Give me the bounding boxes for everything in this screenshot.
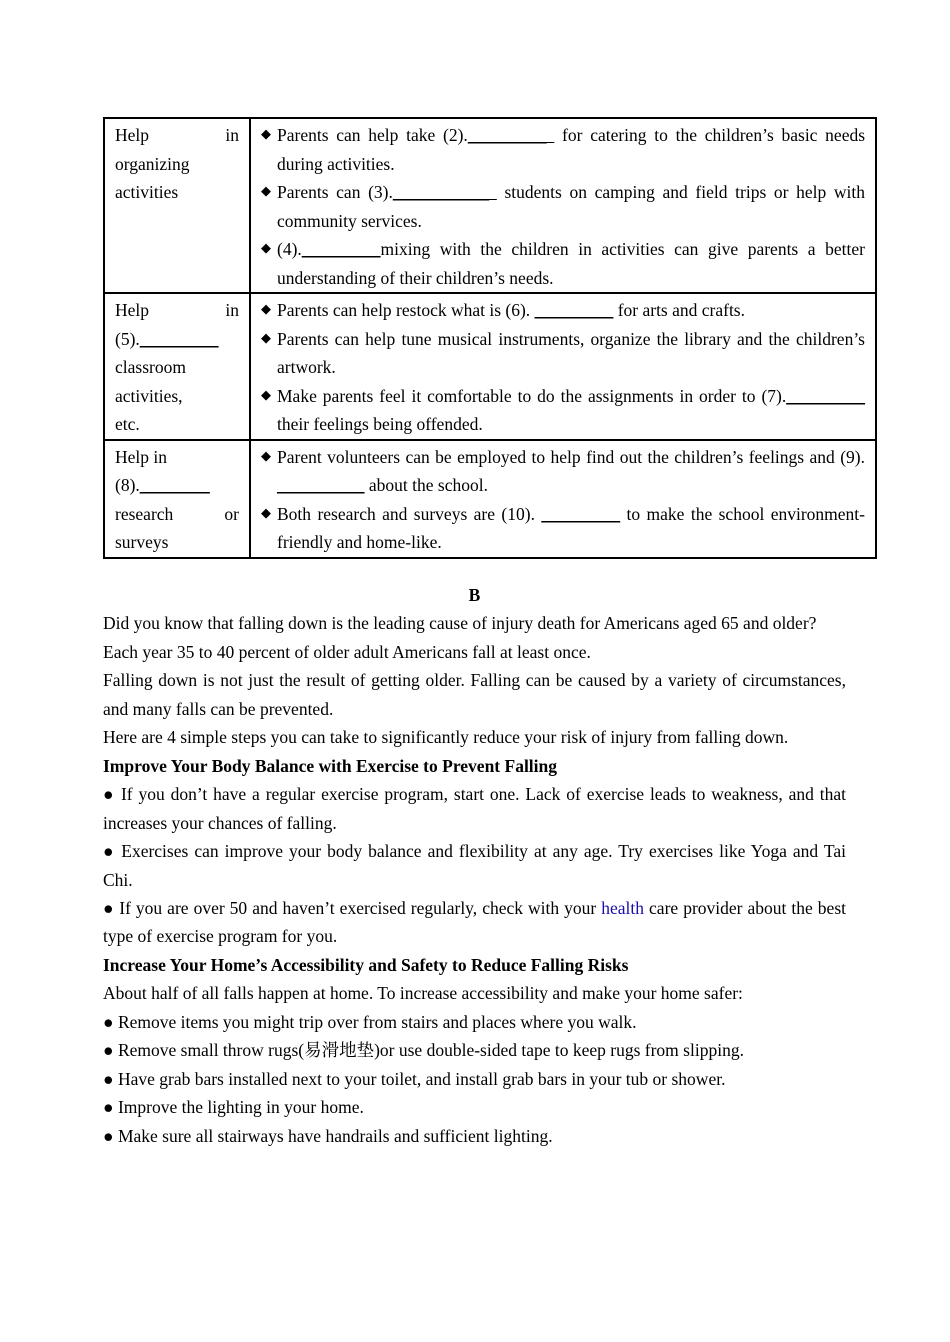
paragraph: About half of all falls happen at home. To increase accessibility and make your home safer: [103, 983, 743, 1004]
category-line: activities, [115, 385, 183, 406]
category-line [115, 471, 239, 500]
row-category [104, 440, 250, 558]
diamond-bullet-icon: ◆ [261, 387, 271, 403]
bullet-text: their feelings being offended. [277, 414, 483, 434]
list-item [261, 235, 865, 292]
bullet-text: mixing with the children in activities can give parents a better understanding of their children’s needs. [277, 239, 865, 288]
paragraph: Each year 35 to 40 percent of older adult Americans fall at least once. [103, 641, 591, 662]
answer-blank[interactable]: _________ [534, 300, 614, 320]
diamond-bullet-icon: ◆ [261, 505, 271, 521]
category-line: etc. [115, 414, 140, 434]
list-item: ● Remove items you might trip over from stairs and places where you walk. [103, 1011, 637, 1032]
answer-blank[interactable]: ___________ [392, 182, 497, 202]
bullet-text: Parents can (3). [277, 182, 393, 202]
category-line: surveys [115, 532, 169, 552]
list-item: ● Have grab bars installed next to your toilet, and install grab bars in your tub or shower. [103, 1068, 726, 1089]
category-line: research or [115, 503, 239, 524]
bullet-text: ● If you are over 50 and haven’t exercised regularly, check with your [103, 897, 602, 918]
answer-blank[interactable]: _________ [541, 503, 621, 524]
table-row [104, 118, 876, 293]
list-item [261, 121, 865, 178]
subheading: Improve Your Body Balance with Exercise to Prevent Falling [103, 755, 558, 776]
row-content [250, 440, 876, 558]
table-row [104, 440, 876, 558]
answer-blank[interactable]: ________ [139, 475, 210, 495]
bullet-text: for catering to the children’s basic needs during activities. [277, 125, 866, 174]
list-item [261, 296, 865, 325]
answer-blank[interactable]: _________ [786, 385, 865, 406]
section-title: B [468, 585, 481, 605]
category-number: (8). [115, 475, 140, 495]
category-line: activities [115, 182, 179, 202]
category-line: Help in [115, 125, 239, 145]
list-item [261, 382, 865, 439]
row-category [104, 293, 250, 440]
diamond-bullet-icon: ◆ [261, 241, 271, 256]
answer-blank[interactable]: __________ [277, 475, 365, 495]
answer-blank[interactable]: _________ [467, 125, 555, 145]
subheading: Increase Your Home’s Accessibility and Safety to Reduce Falling Risks [103, 954, 629, 975]
answer-blank[interactable]: _________ [139, 328, 219, 349]
list-item: ● Remove small throw rugs(易滑地垫)or use double-sided tape to keep rugs from slipping. [103, 1040, 744, 1061]
bullet-text: to make the school environment-friendly and home-like. [277, 503, 865, 552]
category-line: Help in [115, 300, 239, 320]
bullet-text: Parents can help take (2). [277, 125, 468, 145]
diamond-bullet-icon: ◆ [261, 448, 271, 464]
diamond-bullet-icon: ◆ [261, 302, 271, 317]
list-item [261, 325, 865, 382]
list-item: ● If you don’t have a regular exercise program, start one. Lack of exercise leads to weakness, and that increases your chances of falling. [103, 784, 846, 833]
info-table [103, 117, 877, 559]
category-number: (5). [115, 328, 140, 349]
row-content [250, 293, 876, 440]
diamond-bullet-icon: ◆ [261, 330, 271, 346]
bullet-text: Parents can help restock what is (6). [277, 300, 535, 320]
paragraph: Did you know that falling down is the leading cause of injury death for Americans aged 65 and older? [103, 613, 817, 634]
list-item: ● Make sure all stairways have handrails and sufficient lighting. [103, 1125, 553, 1146]
bullet-text: Make parents feel it comfortable to do the assignments in order to (7). [277, 385, 787, 406]
list-item [261, 443, 865, 500]
category-line: Help in [115, 446, 168, 467]
bullet-text: Both research and surveys are (10). [277, 503, 542, 524]
row-category [104, 118, 250, 293]
category-line [115, 325, 239, 354]
answer-blank[interactable]: _________ [301, 239, 381, 259]
category-line: classroom [115, 357, 186, 377]
list-item [261, 178, 865, 235]
health-link[interactable]: health [601, 897, 645, 918]
paragraph: Falling down is not just the result of getting older. Falling can be caused by a variety of circumstances, and many falls can be prevented. [103, 670, 846, 719]
list-item: ● Improve the lighting in your home. [103, 1097, 364, 1118]
category-line: organizing [115, 153, 190, 174]
passage-b [103, 581, 846, 1150]
diamond-bullet-icon: ◆ [261, 184, 271, 199]
bullet-text: (4). [277, 239, 302, 259]
bullet-text: for arts and crafts. [613, 300, 745, 320]
diamond-bullet-icon: ◆ [261, 127, 271, 142]
bullet-text: Parents can help tune musical instruments, organize the library and the children’s artwork. [277, 328, 865, 377]
list-item: ● Exercises can improve your body balance and flexibility at any age. Try exercises like Yoga and Tai Chi. [103, 841, 846, 890]
list-item [261, 500, 865, 557]
paragraph: Here are 4 simple steps you can take to significantly reduce your risk of injury from falling down. [103, 727, 789, 748]
bullet-text: students on camping and field trips or help with community services. [277, 182, 866, 231]
list-item [103, 894, 846, 951]
bullet-text: Parent volunteers can be employed to help find out the children’s feelings and (9). [277, 446, 865, 467]
bullet-text: care provider about the best type of exercise program for you. [103, 897, 846, 947]
table-row [104, 293, 876, 440]
bullet-text: about the school. [364, 475, 488, 495]
row-content [250, 118, 876, 293]
